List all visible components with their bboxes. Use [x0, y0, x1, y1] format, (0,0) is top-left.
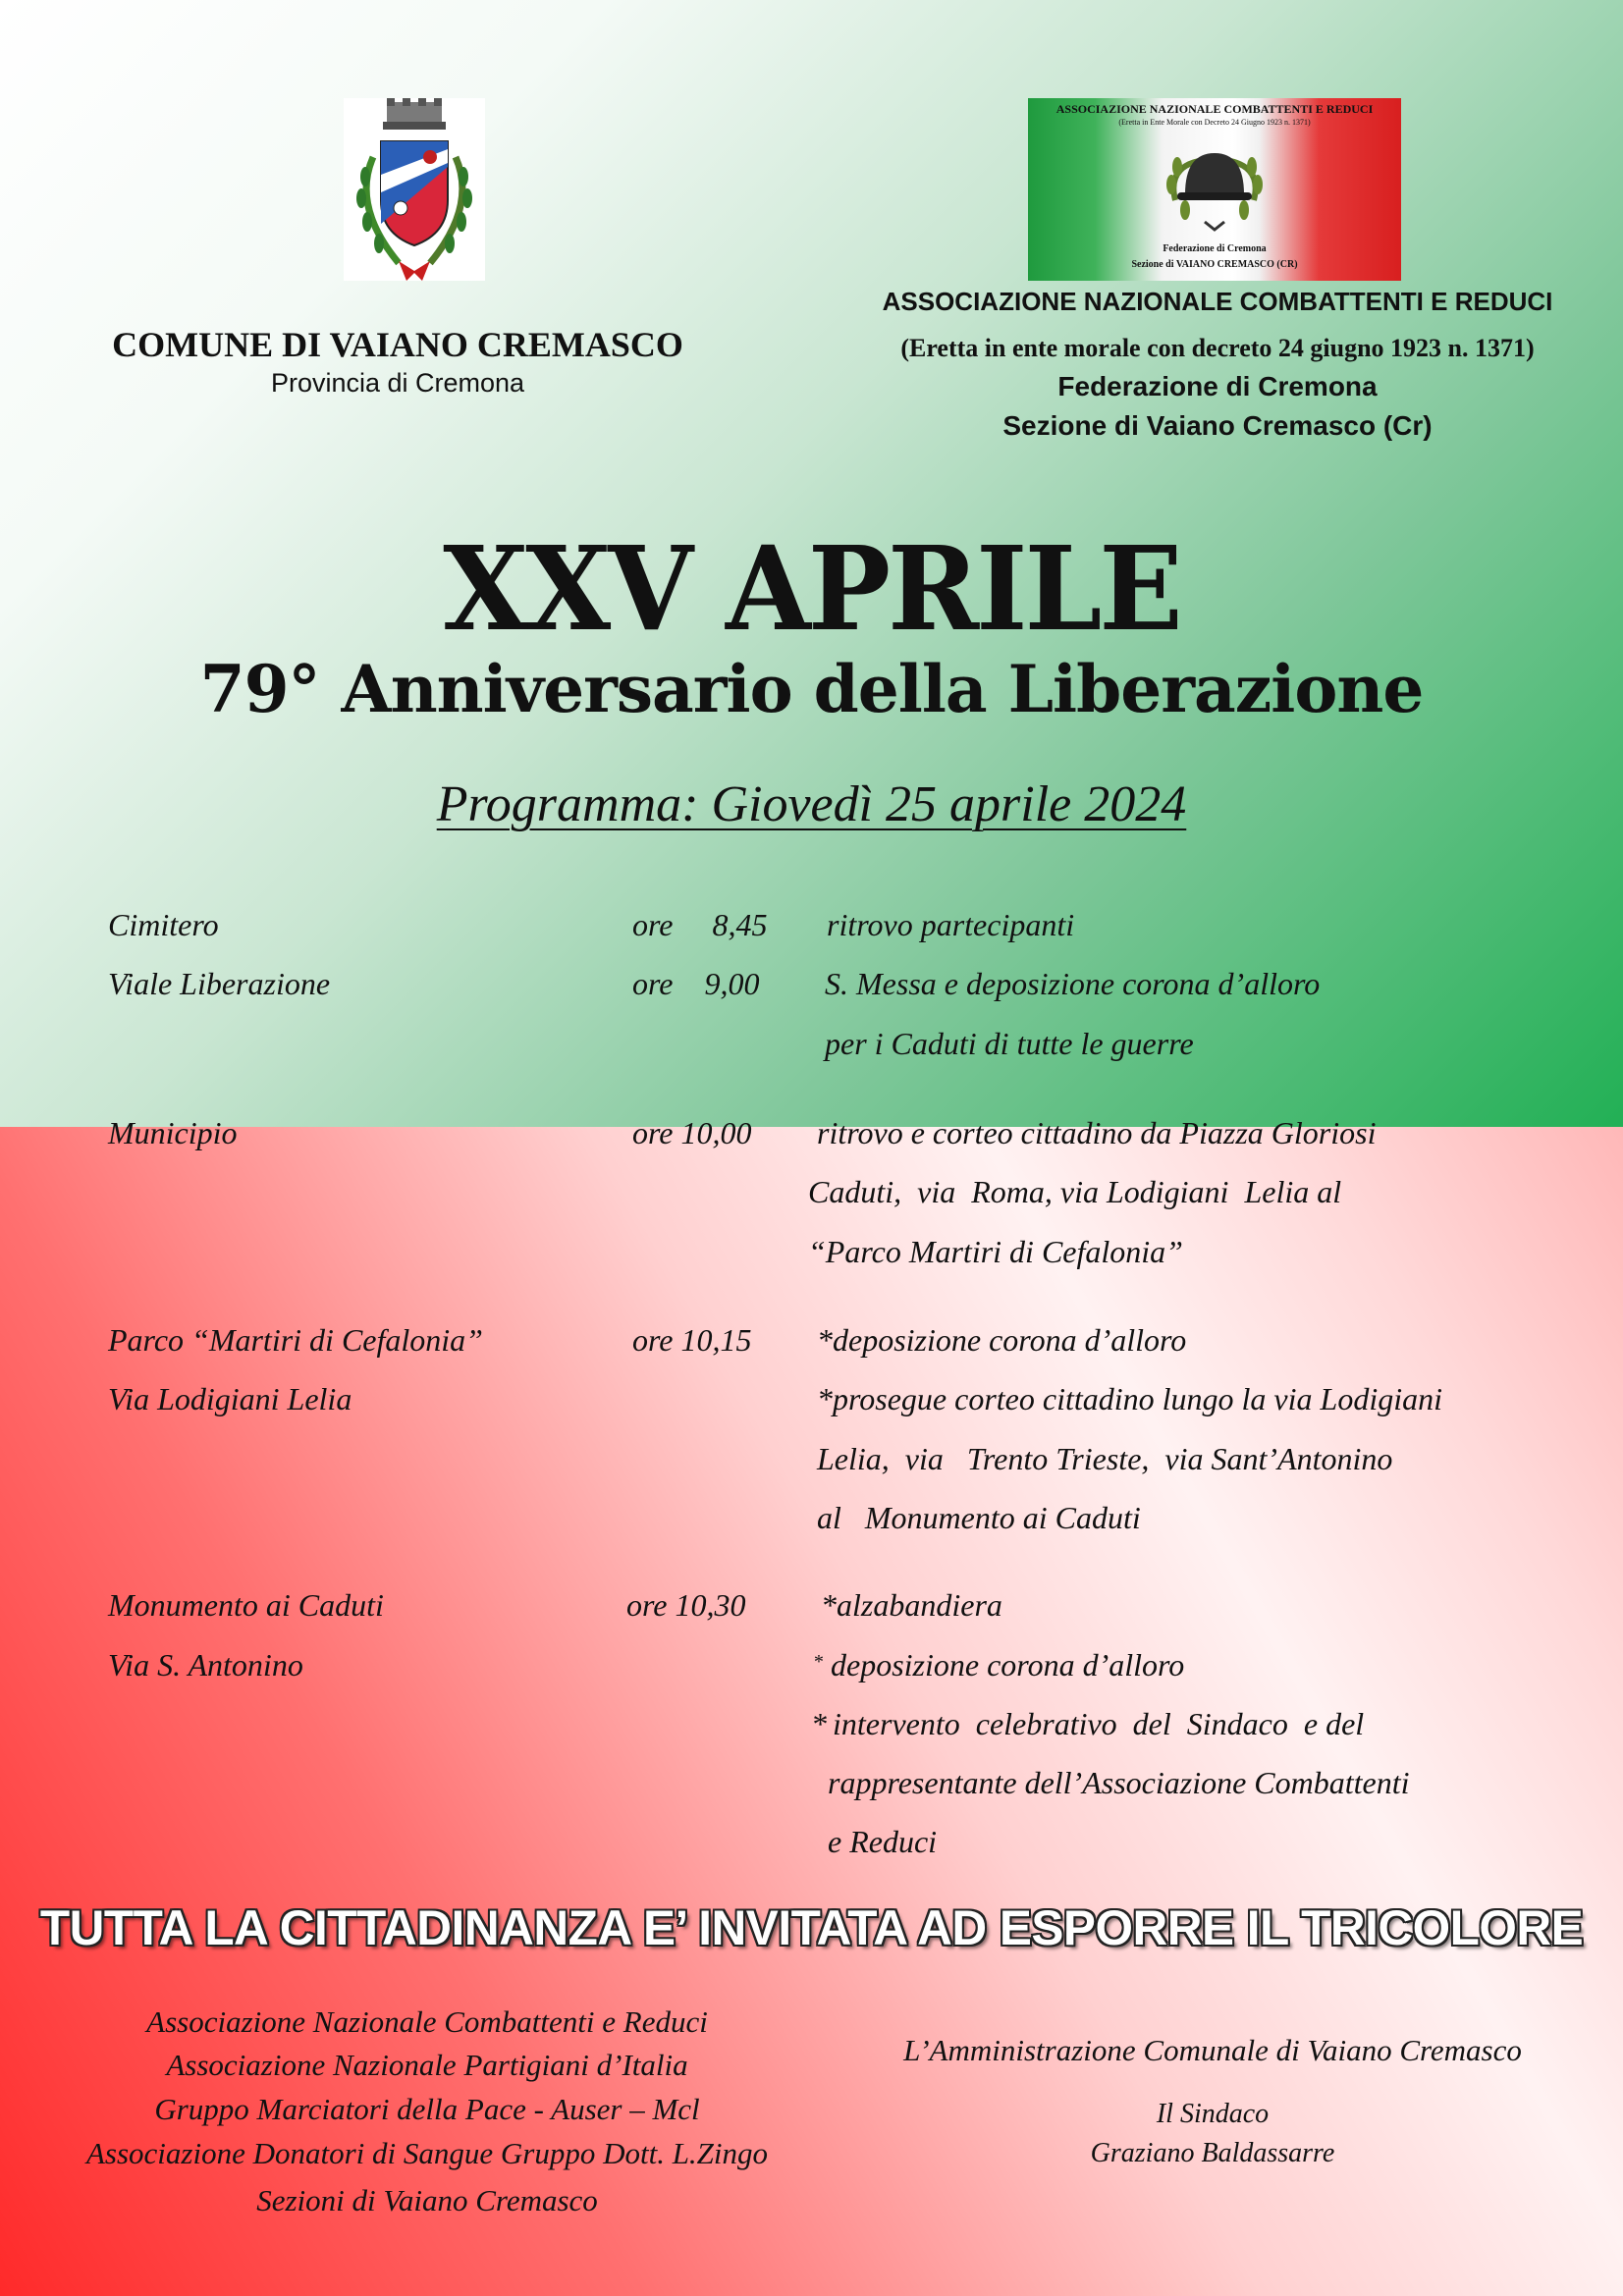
schedule-time: ore 8,45: [632, 907, 768, 942]
schedule-place: Viale Liberazione: [108, 966, 331, 1001]
schedule-desc: al Monumento ai Caduti: [817, 1500, 1141, 1535]
schedule-desc: *alzabandiera: [821, 1587, 1002, 1623]
schedule-place: Municipio: [108, 1115, 238, 1150]
helmet-laurel-icon: [1156, 132, 1273, 240]
page-title: XXV APRILE: [443, 521, 1180, 658]
schedule-desc: Caduti, via Roma, via Lodigiani Lelia al: [808, 1174, 1342, 1209]
coat-of-arms-icon: [344, 98, 485, 281]
schedule-place: Monumento ai Caduti: [108, 1587, 384, 1623]
footer-org: Gruppo Marciatori della Pace - Auser – Mcl: [154, 2092, 700, 2126]
page-subtitle: 79° Anniversario della Liberazione: [199, 651, 1424, 727]
schedule-desc: ritrovo partecipanti: [827, 907, 1075, 942]
footer-org: Associazione Donatori di Sangue Gruppo Dott. L.Zingo: [85, 2136, 769, 2170]
schedule-desc: *prosegue corteo cittadino lungo la via Lodigiani: [817, 1381, 1442, 1416]
schedule-time: ore 9,00: [632, 966, 760, 1001]
schedule-time: ore 10,00: [632, 1115, 752, 1150]
schedule-desc: *deposizione corona d’alloro: [817, 1322, 1187, 1358]
footer-mayor-name: Graziano Baldassarre: [1090, 2138, 1335, 2168]
assoc-section: Sezione di Vaiano Cremasco (Cr): [1002, 410, 1433, 441]
ancr-logo: [1028, 98, 1401, 281]
footer-org: Associazione Nazionale Combattenti e Reduci: [146, 2004, 708, 2039]
comune-title: COMUNE DI VAIANO CREMASCO: [112, 325, 683, 364]
schedule-time: ore 10,30: [626, 1587, 746, 1623]
comune-subtitle: Provincia di Cremona: [270, 368, 525, 398]
schedule-place-street: Via Lodigiani Lelia: [108, 1381, 352, 1416]
assoc-title: ASSOCIAZIONE NAZIONALE COMBATTENTI E REDUCI: [882, 287, 1553, 316]
schedule-time: ore 10,15: [632, 1322, 752, 1358]
schedule-desc: rappresentante dell’Associazione Combattenti: [828, 1765, 1410, 1800]
schedule-desc: deposizione corona d’alloro: [831, 1647, 1185, 1682]
footer-admin: L’Amministrazione Comunale di Vaiano Cremasco: [903, 2033, 1522, 2067]
schedule-place: Parco “Martiri di Cefalonia”: [108, 1322, 483, 1358]
assoc-federation: Federazione di Cremona: [1057, 371, 1378, 401]
logo-text-decree: (Eretta in Ente Morale con Decreto 24 Giugno 1923 n. 1371): [1118, 118, 1311, 127]
program-heading: Programma: Giovedì 25 aprile 2024: [436, 776, 1187, 832]
footer-role: Il Sindaco: [1156, 2099, 1270, 2129]
schedule-desc: S. Messa e deposizione corona d’alloro: [825, 966, 1321, 1001]
comune-coat-of-arms: [344, 98, 485, 281]
schedule-desc: e Reduci: [828, 1824, 938, 1859]
footer-org: Sezioni di Vaiano Cremasco: [256, 2183, 598, 2217]
assoc-decree: (Eretta in ente morale con decreto 24 giugno 1923 n. 1371): [900, 334, 1535, 362]
schedule-desc: per i Caduti di tutte le guerre: [825, 1026, 1194, 1061]
schedule-bullet: *: [811, 1706, 827, 1741]
schedule-desc: “Parco Martiri di Cefalonia”: [808, 1234, 1183, 1269]
logo-text-title: ASSOCIAZIONE NAZIONALE COMBATTENTI E REDUCI: [1055, 102, 1374, 116]
logo-text-section: Sezione di VAIANO CREMASCO (CR): [1131, 259, 1298, 270]
footer-org: Associazione Nazionale Partigiani d’Italia: [166, 2048, 688, 2082]
logo-text-federation: Federazione di Cremona: [1163, 243, 1267, 254]
schedule-place-street: Via S. Antonino: [108, 1647, 303, 1682]
schedule-desc: ritrovo e corteo cittadino da Piazza Gloriosi: [817, 1115, 1377, 1150]
schedule-bullet: *: [813, 1651, 823, 1673]
schedule-desc: Lelia, via Trento Trieste, via Sant’Antonino: [817, 1441, 1393, 1476]
schedule-place: Cimitero: [108, 907, 219, 942]
tricolore-banner: TUTTA LA CITTADINANZA E’ INVITATA AD ESPORRE IL TRICOLORE: [39, 1900, 1584, 1955]
schedule-desc: intervento celebrativo del Sindaco e del: [833, 1706, 1365, 1741]
